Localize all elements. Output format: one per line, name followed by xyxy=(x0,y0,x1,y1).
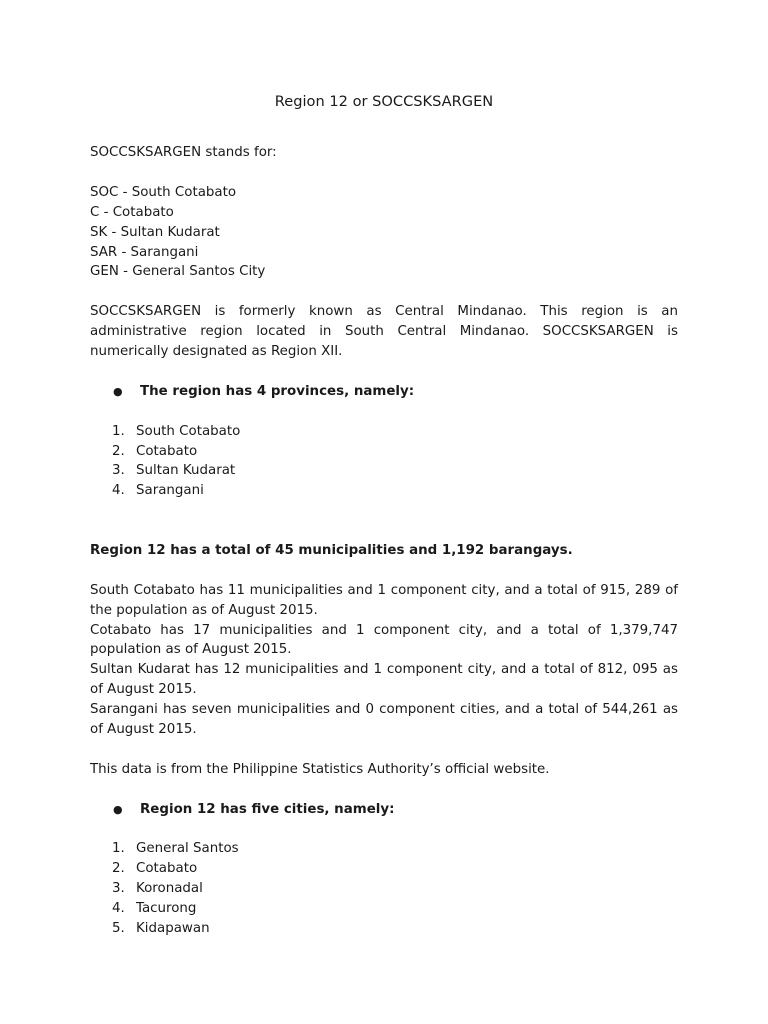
bullet-icon: ● xyxy=(113,384,123,398)
document-page xyxy=(90,91,678,939)
list-number: 2. xyxy=(112,861,125,877)
list-number: 4. xyxy=(112,901,125,917)
source-note: This data is from the Philippine Statistics Authority’s official website. xyxy=(90,761,550,777)
city-name: Tacurong xyxy=(136,901,197,917)
acronym-line: GEN - General Santos City xyxy=(90,264,266,280)
intro-text: SOCCSKSARGEN stands for: xyxy=(90,145,277,160)
city-name: General Santos xyxy=(136,841,239,857)
provinces-heading-text: The region has 4 provinces, namely: xyxy=(140,383,415,399)
description-paragraph: SOCCSKSARGEN is formerly known as Central Mindanao. This region is an administrative region located in South Central Mindanao. SOCCSKSARGEN is numerically designated as Region XII. xyxy=(90,304,678,360)
population-south-cotabato: South Cotabato has 11 municipalities and 1 component city, and a total of 915, 289 of the population as of August 2015. xyxy=(90,582,678,618)
cities-heading-text: Region 12 has five cities, namely: xyxy=(140,801,395,817)
list-item xyxy=(90,442,678,462)
list-item xyxy=(90,839,678,859)
list-number: 5. xyxy=(112,921,125,937)
acronym-line: SOC - South Cotabato xyxy=(90,184,237,200)
cities-list xyxy=(90,839,678,938)
list-item xyxy=(90,919,678,939)
acronym-line: SAR - Sarangani xyxy=(90,244,199,260)
list-number: 1. xyxy=(112,423,125,439)
list-number: 3. xyxy=(112,881,125,897)
city-name: Koronadal xyxy=(136,881,203,897)
bullet-icon: ● xyxy=(113,802,123,816)
list-item xyxy=(90,481,678,501)
page-title: Region 12 or SOCCSKSARGEN xyxy=(274,93,494,110)
population-cotabato: Cotabato has 17 municipalities and 1 component city, and a total of 1,379,747 population as of August 2015. xyxy=(90,622,678,658)
population-sarangani: Sarangani has seven municipalities and 0 component cities, and a total of 544,261 as of August 2015. xyxy=(90,702,678,738)
province-name: Cotabato xyxy=(136,443,198,459)
city-name: Cotabato xyxy=(136,861,198,877)
list-item xyxy=(90,899,678,919)
list-number: 2. xyxy=(112,443,125,459)
provinces-list xyxy=(90,422,678,502)
list-number: 3. xyxy=(112,463,125,479)
province-name: Sarangani xyxy=(136,483,204,499)
list-number: 4. xyxy=(112,483,125,499)
acronym-line: C - Cotabato xyxy=(90,204,174,220)
list-item xyxy=(90,422,678,442)
city-name: Kidapawan xyxy=(136,921,210,937)
list-item xyxy=(90,879,678,899)
population-sultan-kudarat: Sultan Kudarat has 12 municipalities and 1 component city, and a total of 812, 095 as of August 2015. xyxy=(90,662,678,698)
province-name: Sultan Kudarat xyxy=(136,463,236,479)
cities-heading xyxy=(90,800,678,820)
list-item xyxy=(90,859,678,879)
acronym-line: SK - Sultan Kudarat xyxy=(90,224,220,240)
provinces-heading xyxy=(90,382,678,402)
list-item xyxy=(90,461,678,481)
totals-heading: Region 12 has a total of 45 municipalities and 1,192 barangays. xyxy=(90,542,573,558)
list-number: 1. xyxy=(112,841,125,857)
province-name: South Cotabato xyxy=(136,423,241,439)
